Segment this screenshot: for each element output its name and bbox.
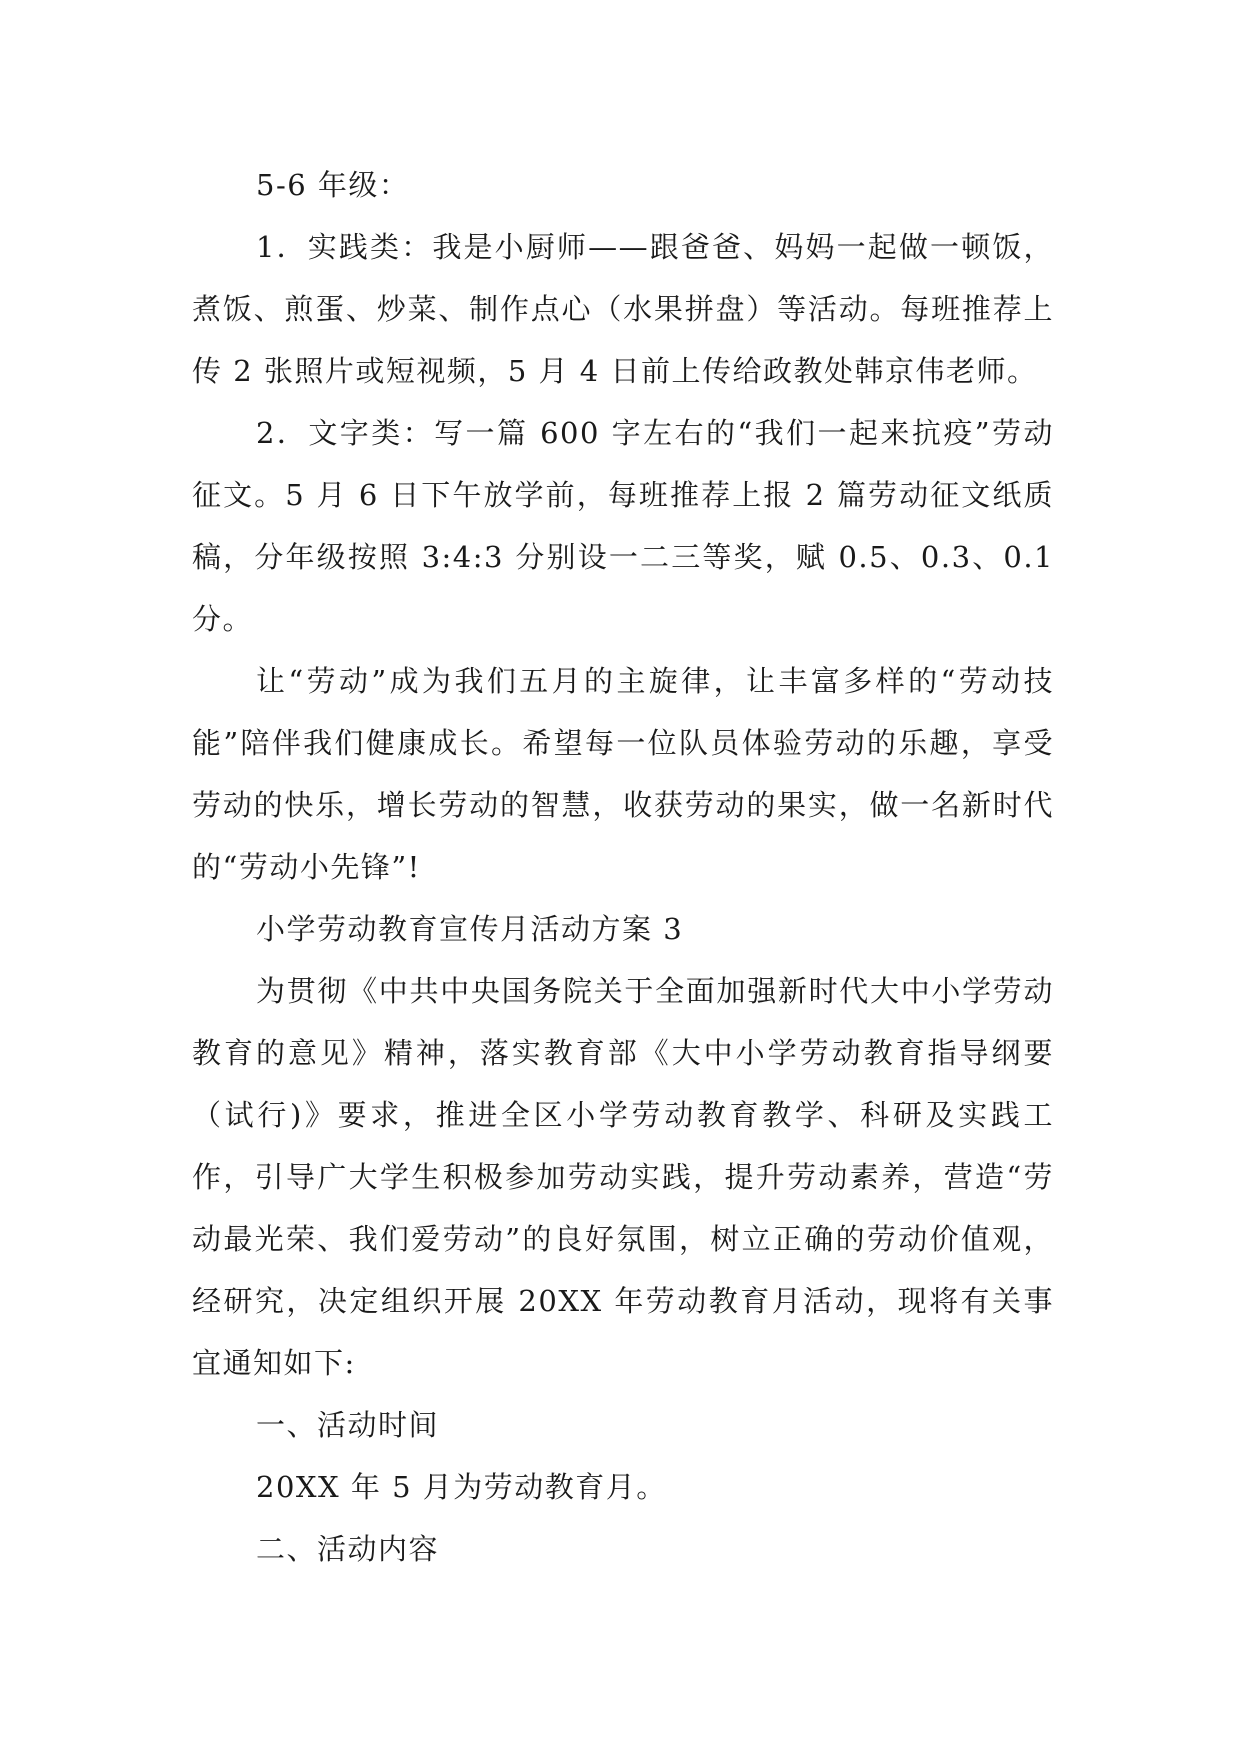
document-body xyxy=(192,154,1054,1580)
grade-heading: 5-6 年级： xyxy=(256,168,410,202)
heading-activity-content: 二、活动内容 xyxy=(256,1532,440,1566)
writing-item: 2．文字类：写一篇 600 字左右的“我们一起来抗疫”劳动征文。5 月 6 日下午放学前，每班推荐上报 2 篇劳动征文纸质稿，分年级按照 3:4:3 分别设一二三等奖，赋 0.5、0.3、0.1 分。 xyxy=(192,416,1054,636)
intro-paragraph: 为贯彻《中共中央国务院关于全面加强新时代大中小学劳动教育的意见》精神，落实教育部《大中小学劳动教育指导纲要（试行)》要求，推进全区小学劳动教育教学、科研及实践工作，引导广大学生积极参加劳动实践，提升劳动素养，营造“劳动最光荣、我们爱劳动”的良好氛围，树立正确的劳动价值观，经研究，决定组织开展 20XX 年劳动教育月活动，现将有关事宜通知如下: xyxy=(192,974,1054,1380)
heading-activity-time: 一、活动时间 xyxy=(256,1408,440,1442)
section-title: 小学劳动教育宣传月活动方案 3 xyxy=(256,912,684,946)
closing-paragraph: 让“劳动”成为我们五月的主旋律，让丰富多样的“劳动技能”陪伴我们健康成长。希望每一位队员体验劳动的乐趣，享受劳动的快乐，增长劳动的智慧，收获劳动的果实，做一名新时代的“劳动小先锋”! xyxy=(192,664,1054,884)
activity-time-text: 20XX 年 5 月为劳动教育月。 xyxy=(256,1470,667,1504)
practice-item: 1．实践类：我是小厨师——跟爸爸、妈妈一起做一顿饭，煮饭、煎蛋、炒菜、制作点心（水果拼盘）等活动。每班推荐上传 2 张照片或短视频，5 月 4 日前上传给政教处韩京伟老师。 xyxy=(192,230,1054,388)
